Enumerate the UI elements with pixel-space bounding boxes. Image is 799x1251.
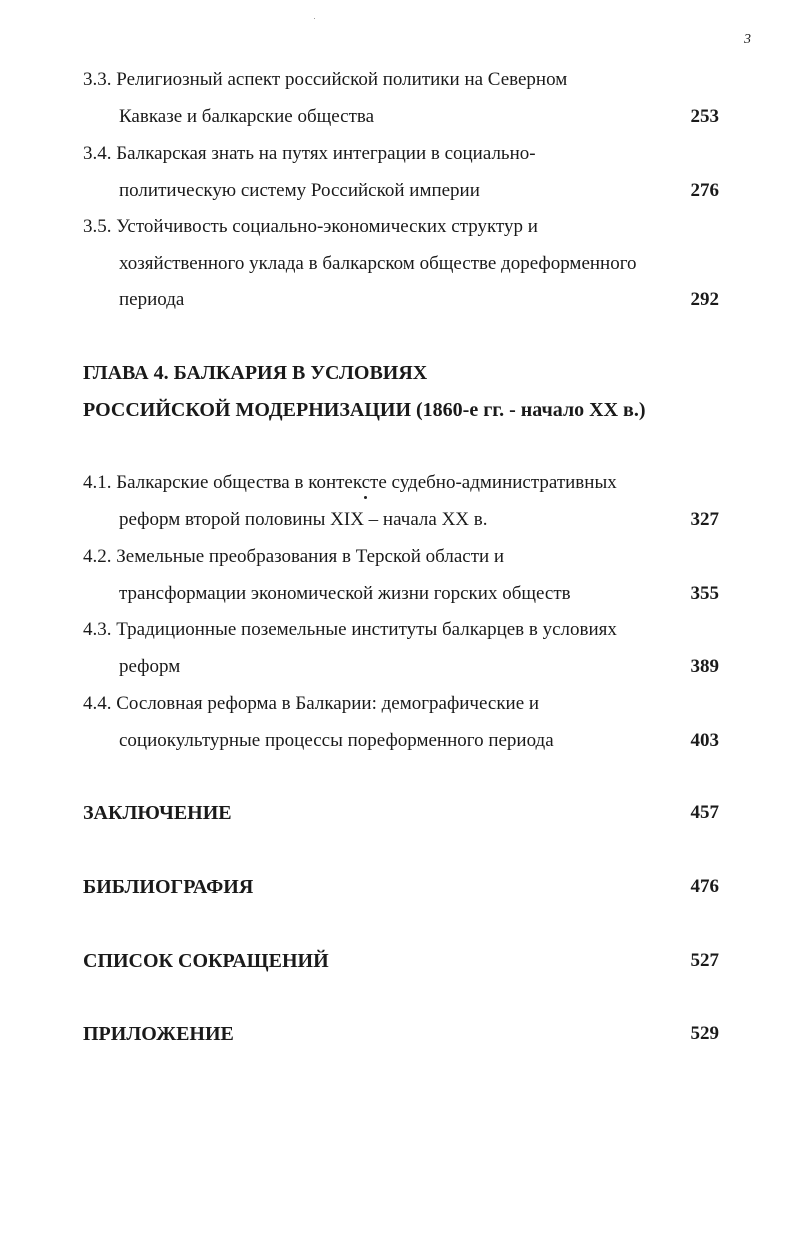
chapter-title: ГЛАВА 4. БАЛКАРИЯ В УСЛОВИЯХ xyxy=(83,362,428,384)
chapter-title: РОССИЙСКОЙ МОДЕРНИЗАЦИИ (1860-е гг. - начало XX в.) xyxy=(83,399,646,421)
scan-mark xyxy=(314,18,315,19)
toc-entry-title: СПИСОК СОКРАЩЕНИЙ xyxy=(83,950,329,972)
toc-page-number: 403 xyxy=(690,730,719,751)
toc-entry-title: ЗАКЛЮЧЕНИЕ xyxy=(83,802,232,824)
page-number: 3 xyxy=(744,32,751,47)
toc-page-number: 476 xyxy=(690,876,719,897)
toc-entry-text: Кавказе и балкарские общества xyxy=(119,106,375,127)
toc-page-number: 292 xyxy=(690,289,719,310)
toc-entry-text: 3.3. Религиозный аспект российской политики на Северном xyxy=(83,69,568,90)
toc-entry-text: периода xyxy=(119,289,185,310)
toc-page-number: 529 xyxy=(690,1023,719,1044)
toc-entry-text: социокультурные процессы пореформенного периода xyxy=(119,730,554,751)
toc-entry-text: 3.4. Балкарская знать на путях интеграции в социально- xyxy=(83,143,536,164)
toc-entry-text: 4.2. Земельные преобразования в Терской области и xyxy=(83,546,505,567)
toc-entry-text: политическую систему Российской империи xyxy=(119,180,480,201)
toc-entry-title: БИБЛИОГРАФИЯ xyxy=(83,876,254,898)
toc-page-number: 457 xyxy=(690,802,719,823)
toc-page-number: 389 xyxy=(690,656,719,677)
toc-page-number: 527 xyxy=(690,950,719,971)
toc-entry-text: 4.1. Балкарские общества в контексте судебно-административных xyxy=(83,472,617,493)
toc-entry-text: 4.3. Традиционные поземельные институты балкарцев в условиях xyxy=(83,619,617,640)
toc-entry-text: реформ второй половины XIX – начала XX в. xyxy=(119,509,488,530)
toc-entry-text: 4.4. Сословная реформа в Балкарии: демографические и xyxy=(83,693,540,714)
toc-entry-text: трансформации экономической жизни горских обществ xyxy=(119,583,571,604)
toc-entry-text: 3.5. Устойчивость социально-экономических структур и xyxy=(83,216,538,237)
scan-speck xyxy=(364,496,367,499)
toc-page-number: 276 xyxy=(690,180,719,201)
toc-entry-text: реформ xyxy=(119,656,181,677)
toc-page-number: 327 xyxy=(690,509,719,530)
toc-entry-text: хозяйственного уклада в балкарском обществе дореформенного xyxy=(119,253,637,274)
toc-page-number: 355 xyxy=(690,583,719,604)
toc-entry-title: ПРИЛОЖЕНИЕ xyxy=(83,1023,234,1045)
toc-page-number: 253 xyxy=(690,106,719,127)
